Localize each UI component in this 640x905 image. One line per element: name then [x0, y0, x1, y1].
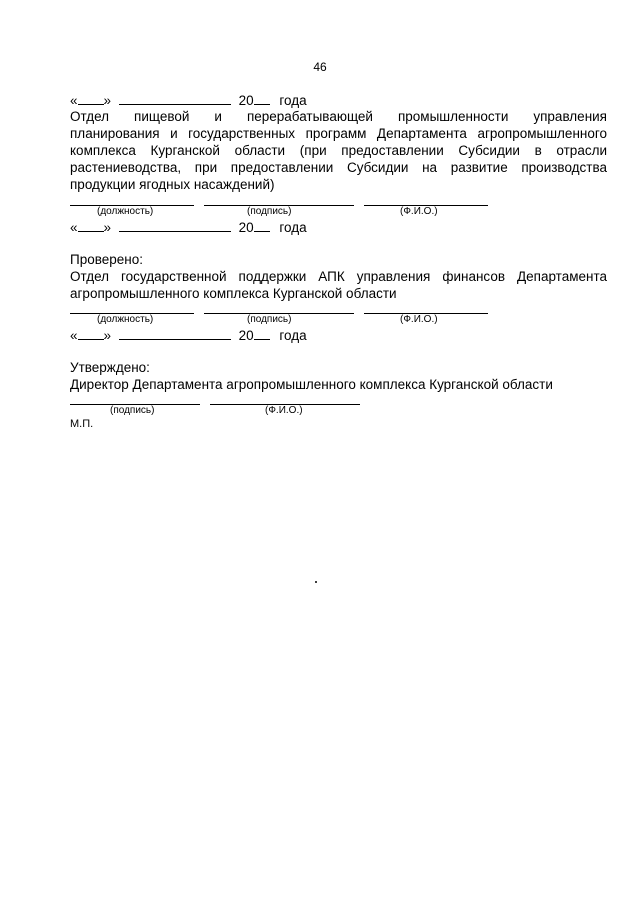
- close-quote: »: [103, 93, 112, 108]
- day-blank: [78, 219, 104, 232]
- approved-heading: Утверждено:: [70, 360, 150, 375]
- signature-caption-1: (подпись): [247, 206, 292, 217]
- month-blank: [119, 92, 231, 105]
- year-prefix: 20: [238, 328, 254, 343]
- position-caption-1: (должность): [97, 206, 154, 217]
- section2-line-2: агропромышленного комплекса Курганской области: [70, 286, 397, 301]
- signature-caption-3: (подпись): [110, 405, 155, 416]
- close-quote: »: [103, 220, 112, 235]
- year-word: года: [279, 220, 307, 235]
- date-line-3: [70, 327, 307, 343]
- position-caption-2: (должность): [97, 314, 154, 325]
- month-blank: [119, 219, 231, 232]
- signature-caption-2: (подпись): [247, 314, 292, 325]
- page-number: 46: [313, 60, 327, 74]
- director-line: Директор Департамента агропромышленного комплекса Курганской области: [70, 377, 553, 392]
- stamp-label: М.П.: [70, 418, 94, 430]
- section1-line-5: продукции ягодных насаждений): [70, 177, 275, 192]
- year-blank: [254, 219, 270, 232]
- day-blank: [78, 327, 104, 340]
- verified-heading: Проверено:: [70, 252, 143, 267]
- name-caption-2: (Ф.И.О.): [400, 314, 438, 325]
- year-blank: [254, 92, 270, 105]
- name-caption-3: (Ф.И.О.): [265, 405, 303, 416]
- open-quote: «: [70, 328, 78, 343]
- month-blank: [119, 327, 231, 340]
- open-quote: «: [70, 220, 78, 235]
- open-quote: «: [70, 93, 78, 108]
- section1-line-3: комплекса Курганской области (при предоставлении Субсидии в отрасли: [70, 143, 607, 158]
- section2-line-1: Отдел государственной поддержки АПК управления финансов Департамента: [70, 269, 607, 284]
- section1-line-2: планирования и государственных программ Департамента агропромышленного: [70, 126, 607, 141]
- stray-dot: [315, 581, 317, 583]
- date-line-1: [70, 92, 307, 108]
- date-line-2: [70, 219, 307, 235]
- year-word: года: [279, 328, 307, 343]
- year-blank: [254, 327, 270, 340]
- year-prefix: 20: [238, 93, 254, 108]
- year-prefix: 20: [238, 220, 254, 235]
- year-word: года: [279, 93, 307, 108]
- section1-line-4: растениеводства, при предоставлении Субсидии на развитие производства: [70, 160, 607, 175]
- name-caption-1: (Ф.И.О.): [400, 206, 438, 217]
- day-blank: [78, 92, 104, 105]
- close-quote: »: [103, 328, 112, 343]
- section1-line-1: Отдел пищевой и перерабатывающей промышленности управления: [70, 109, 607, 124]
